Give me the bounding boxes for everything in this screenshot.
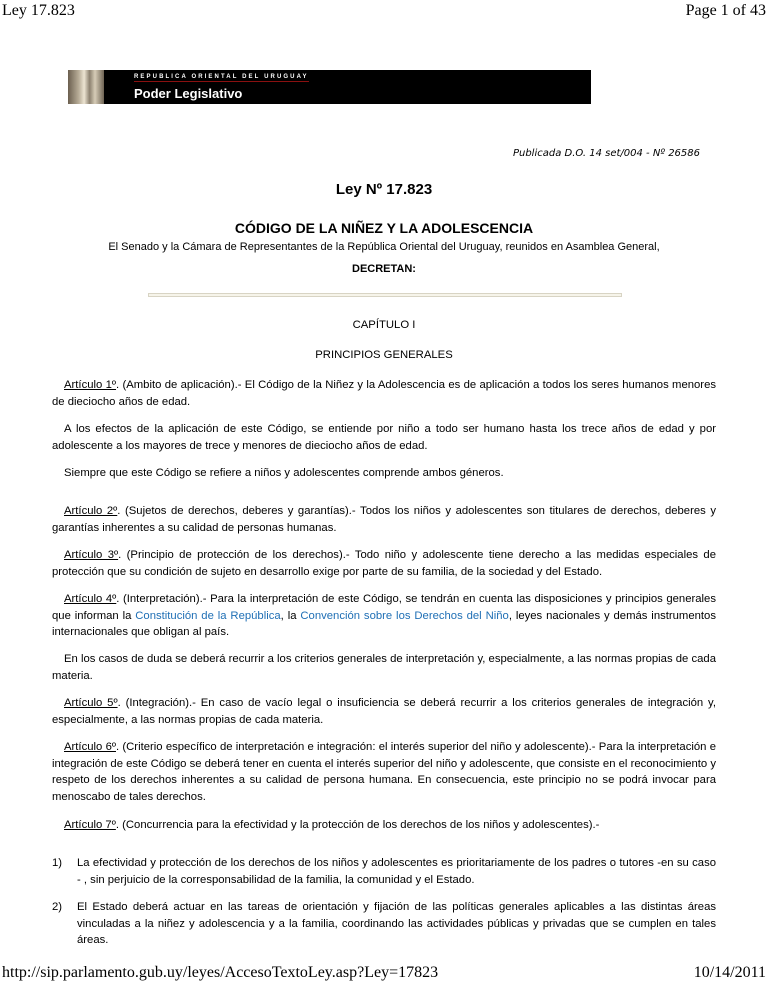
law-title: Ley Nº 17.823 [335,181,433,198]
decretan: DECRETAN: [352,263,416,275]
article-text: , leyes nacionales y demás instrumentos internacionales que obligan al país. [52,609,716,639]
article-5 [52,695,716,728]
article-3-link[interactable]: Artículo 3º [64,549,119,561]
building-image [68,70,104,104]
footer-date: 10/14/2011 [693,964,766,981]
banner-subtitle: REPUBLICA ORIENTAL DEL URUGUAY [134,74,309,80]
article-4-link[interactable]: Artículo 4º [64,593,117,605]
list-item [52,855,716,888]
list-text: El Estado deberá actuar en las tareas de orientación y fijación de las políticas generales aplicables a las distintas áreas vinculadas a la niñez y adolescencia y a la familia, coordinando las actividades públicas y privadas que se cumplen en tales áreas. [77,901,716,947]
article-text: . (Ambito de aplicación).- El Código de la Niñez y la Adolescencia es de aplicación a todos los seres humanos menores de dieciocho años de edad. [52,379,716,408]
footer-url: http://sip.parlamento.gub.uy/leyes/AccesoTextoLey.asp?Ley=17823 [2,964,439,981]
convention-link[interactable]: Convención sobre los Derechos del Niño [300,609,509,622]
article-1-link[interactable]: Artículo 1º [64,379,117,391]
article-6-link[interactable]: Artículo 6º [64,741,116,753]
constitution-link[interactable]: Constitución de la República [135,609,281,622]
code-title: CÓDIGO DE LA NIÑEZ Y LA ADOLESCENCIA [234,220,534,236]
article-6 [52,739,716,805]
article-3 [52,547,716,580]
article-text: . (Interpretación).- Para la interpretación de este Código, se tendrán en cuenta las disposiciones y principios generales que informan la [52,593,716,622]
article-1-paragraph-3: Siempre que este Código se refiere a niños y adolescentes comprende ambos géneros. [64,467,504,479]
header-title: Ley 17.823 [2,2,75,19]
chapter-title: PRINCIPIOS GENERALES [315,349,453,361]
article-1-paragraph-2: A los efectos de la aplicación de este Código, se entiende por niño a todo ser humano hasta los trece años de edad y por adolescente a los mayores de trece y menores de dieciocho años de edad. [52,423,716,452]
article-text: . (Criterio específico de interpretación e integración: el interés superior del niño y adolescente).- Para la interpretación e integración de este Código se deberá tener en cuenta el interés superior del niño y adolescente, que consiste en el reconocimiento y respeto de los derechos inherentes a su calidad de persona humana. En consecuencia, este principio no se podrá invocar para menoscabo de tales derechos. [52,741,716,803]
article-5-link[interactable]: Artículo 5º [64,697,118,709]
chapter-number: CAPÍTULO I [352,319,416,331]
article-7 [52,817,716,834]
poder-legislativo-banner [68,70,591,104]
article-text: . (Concurrencia para la efectividad y la protección de los derechos de los niños y adolescentes).- [115,819,600,831]
article-4 [52,591,716,641]
article-1 [52,377,716,410]
article-text: . (Sujetos de derechos, deberes y garantías).- Todos los niños y adolescentes son titulares de derechos, deberes y garantías inherentes a su calidad de personas humanas. [52,505,716,534]
article-4-paragraph-2: En los casos de duda se deberá recurrir a los criterios generales de interpretación y, especialmente, a las normas propias de cada materia. [52,653,716,682]
list-text: La efectividad y protección de los derechos de los niños y adolescentes es prioritariamente de los padres o tutores -en su caso - , sin perjuicio de la corresponsabilidad de la familia, la comunidad y el Estado. [77,857,716,886]
article-text: . (Principio de protección de los derechos).- Todo niño y adolescente tiene derecho a las medidas especiales de protección que su condición de sujeto en desarrollo exige por parte de su familia, de la sociedad y del Estado. [52,549,716,578]
list-number: 2) [52,901,63,913]
banner-title: Poder Legislativo [134,86,243,101]
article-2-link[interactable]: Artículo 2º [64,505,118,517]
article-text: , la [280,609,301,622]
list-number: 1) [52,857,63,869]
article-text: . (Integración).- En caso de vacío legal o insuficiencia se deberá recurrir a los criterios generales de integración y, especialmente, a las normas propias de cada materia. [52,697,716,726]
list-item [52,899,716,949]
preamble: El Senado y la Cámara de Representantes de la República Oriental del Uruguay, reunidos en Asamblea General, [108,241,660,253]
publication-note: Publicada D.O. 14 set/004 - Nº 26586 [512,148,700,159]
article-7-link[interactable]: Artículo 7º [64,819,116,831]
article-2 [52,503,716,536]
divider [148,293,622,297]
header-page-number: Page 1 of 43 [685,2,766,19]
